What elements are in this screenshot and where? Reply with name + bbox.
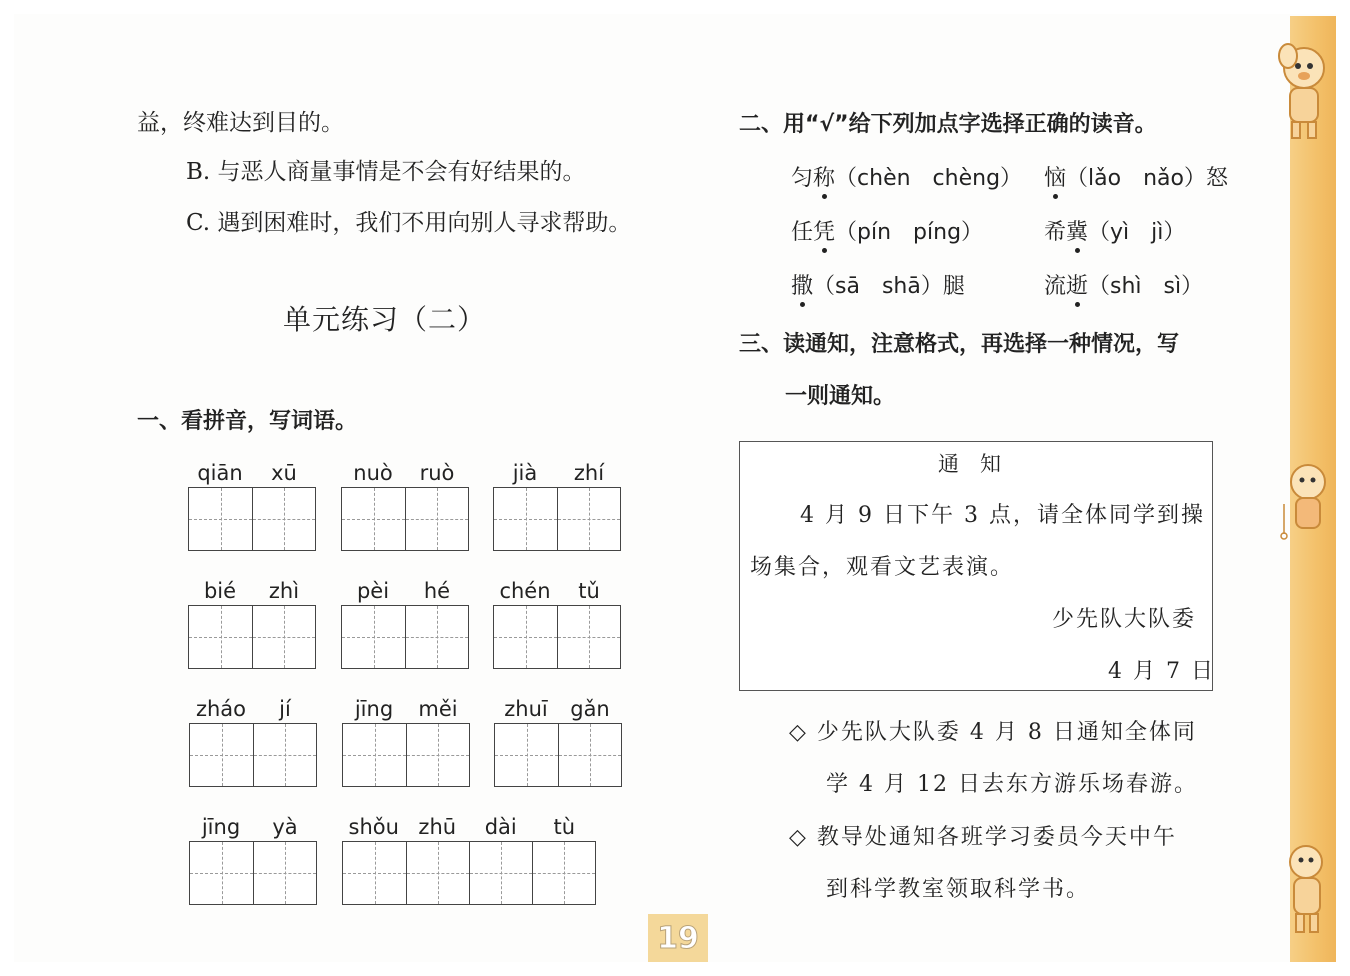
page-number: 19 xyxy=(648,914,708,962)
writing-grid[interactable] xyxy=(189,841,317,905)
word-char: 怒 xyxy=(1205,166,1228,191)
word-exercise xyxy=(188,579,316,669)
pinyin-row xyxy=(341,579,469,605)
word-exercise xyxy=(189,815,317,905)
situation-1-line2: 学 4 月 12 日去东方游乐场春游。 xyxy=(826,772,1198,797)
writing-grid[interactable] xyxy=(188,605,316,669)
writing-cell[interactable] xyxy=(494,606,557,668)
word-char: 腿 xyxy=(942,274,965,299)
word-exercise xyxy=(341,461,469,551)
word-exercise xyxy=(494,697,622,787)
word-char: 任 xyxy=(791,220,814,245)
writing-cell[interactable] xyxy=(189,606,252,668)
notice-title: 通 知 xyxy=(938,452,1001,476)
pinyin-options[interactable]: （sā shā） xyxy=(813,274,943,299)
writing-cell[interactable] xyxy=(342,488,405,550)
word-exercise xyxy=(342,815,596,905)
notice-sender: 少先队大队委 xyxy=(1052,607,1197,632)
pinyin-syllable: jīng xyxy=(354,697,394,721)
writing-cell[interactable] xyxy=(405,606,468,668)
writing-grid[interactable] xyxy=(189,723,317,787)
writing-cell[interactable] xyxy=(342,606,405,668)
notice-body-line1: 4 月 9 日下午 3 点，请全体同学到操 xyxy=(800,503,1205,528)
pinyin-row xyxy=(494,697,622,723)
pinyin-options[interactable]: （yì jì） xyxy=(1088,220,1186,245)
pinyin-options[interactable]: （lǎo nǎo） xyxy=(1066,166,1206,191)
dotted-char: 逝 xyxy=(1066,274,1089,299)
pinyin-row xyxy=(493,461,621,487)
pinyin-row xyxy=(189,815,317,841)
pinyin-row xyxy=(341,461,469,487)
word-char: 流 xyxy=(1044,274,1067,299)
pinyin-row xyxy=(342,697,470,723)
pinyin-syllable: jià xyxy=(512,461,538,485)
pinyin-syllable: shǒu xyxy=(348,815,399,839)
pinyin-syllable: hé xyxy=(423,579,451,603)
reading-choice-item xyxy=(1044,222,1185,244)
writing-cell[interactable] xyxy=(190,724,253,786)
writing-grid[interactable] xyxy=(188,487,316,551)
pinyin-syllable: yà xyxy=(272,815,298,839)
pinyin-syllable: chén xyxy=(499,579,551,603)
section-3-heading-line1: 三、读通知，注意格式，再选择一种情况，写 xyxy=(739,332,1180,357)
writing-cell[interactable] xyxy=(532,842,595,904)
notice-box xyxy=(739,441,1213,691)
writing-cell[interactable] xyxy=(252,606,315,668)
writing-cell[interactable] xyxy=(343,724,406,786)
writing-grid[interactable] xyxy=(341,487,469,551)
pinyin-syllable: zhuī xyxy=(504,697,548,721)
writing-cell[interactable] xyxy=(557,606,620,668)
section-3-heading-line2: 一则通知。 xyxy=(785,384,896,409)
word-char: 希 xyxy=(1044,220,1067,245)
writing-cell[interactable] xyxy=(253,842,316,904)
option-c: C. 遇到困难时，我们不用向别人寻求帮助。 xyxy=(186,210,632,236)
pinyin-syllable: jí xyxy=(279,697,291,721)
cartoon-mascot-icon xyxy=(1278,456,1334,556)
pinyin-row xyxy=(493,579,621,605)
writing-grid[interactable] xyxy=(494,723,622,787)
word-exercise xyxy=(188,461,316,551)
word-exercise xyxy=(493,461,621,551)
dotted-char: 冀 xyxy=(1066,220,1089,245)
reading-choice-item xyxy=(791,222,983,244)
reading-choice-item xyxy=(1044,276,1203,298)
situation-2-line2: 到科学教室领取科学书。 xyxy=(826,877,1091,902)
reading-choice-item xyxy=(791,168,1022,190)
dotted-char: 凭 xyxy=(813,220,836,245)
writing-grid[interactable] xyxy=(341,605,469,669)
notice-date: 4 月 7 日 xyxy=(1108,659,1215,684)
pinyin-options[interactable]: （chèn chèng） xyxy=(835,166,1023,191)
pinyin-syllable: tǔ xyxy=(578,579,600,603)
decorative-sidebar xyxy=(1290,16,1336,962)
option-b: B. 与恶人商量事情是不会有好结果的。 xyxy=(186,159,586,185)
pinyin-options[interactable]: （pín píng） xyxy=(835,220,984,245)
word-exercise xyxy=(342,697,470,787)
writing-cell[interactable] xyxy=(469,842,532,904)
pinyin-syllable: zhū xyxy=(418,815,457,839)
writing-cell[interactable] xyxy=(406,724,469,786)
section-2-heading: 二、用“√”给下列加点字选择正确的读音。 xyxy=(739,112,1157,137)
pinyin-syllable: dài xyxy=(484,815,517,839)
writing-cell[interactable] xyxy=(253,724,316,786)
writing-cell[interactable] xyxy=(189,488,252,550)
writing-cell[interactable] xyxy=(190,842,253,904)
reading-choice-item xyxy=(1044,168,1228,190)
pinyin-syllable: bié xyxy=(203,579,237,603)
dotted-char: 恼 xyxy=(1044,166,1067,191)
writing-cell[interactable] xyxy=(495,724,558,786)
pinyin-syllable: xū xyxy=(271,461,297,485)
notice-body-line2: 场集合，观看文艺表演。 xyxy=(750,555,1015,580)
pinyin-syllable: měi xyxy=(418,697,458,721)
pinyin-syllable: ruò xyxy=(419,461,455,485)
pinyin-syllable: zhì xyxy=(268,579,300,603)
pinyin-syllable: pèi xyxy=(356,579,390,603)
dotted-char: 撒 xyxy=(791,274,814,299)
writing-cell[interactable] xyxy=(405,488,468,550)
word-exercise xyxy=(493,579,621,669)
situation-1-line1: ◇ 少先队大队委 4 月 8 日通知全体同 xyxy=(789,720,1197,745)
pinyin-syllable: zháo xyxy=(195,697,247,721)
word-char: 匀 xyxy=(791,166,814,191)
writing-cell[interactable] xyxy=(343,842,406,904)
pinyin-syllable: zhí xyxy=(573,461,605,485)
pinyin-syllable: tù xyxy=(553,815,576,839)
writing-cell[interactable] xyxy=(557,488,620,550)
reading-choice-item xyxy=(791,276,965,298)
writing-cell[interactable] xyxy=(252,488,315,550)
word-exercise xyxy=(189,697,317,787)
cartoon-mascot-icon xyxy=(1268,38,1334,148)
pinyin-syllable: nuò xyxy=(353,461,393,485)
pinyin-syllable: jīng xyxy=(201,815,241,839)
writing-cell[interactable] xyxy=(406,842,469,904)
pinyin-syllable: gǎn xyxy=(570,697,610,721)
writing-grid[interactable] xyxy=(493,605,621,669)
pinyin-row xyxy=(188,461,316,487)
writing-grid[interactable] xyxy=(342,841,596,905)
section-1-heading: 一、看拼音，写词语。 xyxy=(137,409,358,434)
pinyin-syllable: qiān xyxy=(197,461,243,485)
writing-grid[interactable] xyxy=(493,487,621,551)
pinyin-row xyxy=(189,697,317,723)
pinyin-options[interactable]: （shì sì） xyxy=(1088,274,1204,299)
writing-cell[interactable] xyxy=(494,488,557,550)
pinyin-row xyxy=(188,579,316,605)
situation-2-line1: ◇ 教导处通知各班学习委员今天中午 xyxy=(789,825,1177,850)
writing-grid[interactable] xyxy=(342,723,470,787)
word-exercise xyxy=(341,579,469,669)
pinyin-row xyxy=(342,815,596,841)
dotted-char: 称 xyxy=(813,166,836,191)
cartoon-mascot-icon xyxy=(1274,836,1334,946)
unit-title: 单元练习（二） xyxy=(283,303,487,336)
writing-cell[interactable] xyxy=(558,724,621,786)
text-line-continuation: 益，终难达到目的。 xyxy=(137,110,344,136)
